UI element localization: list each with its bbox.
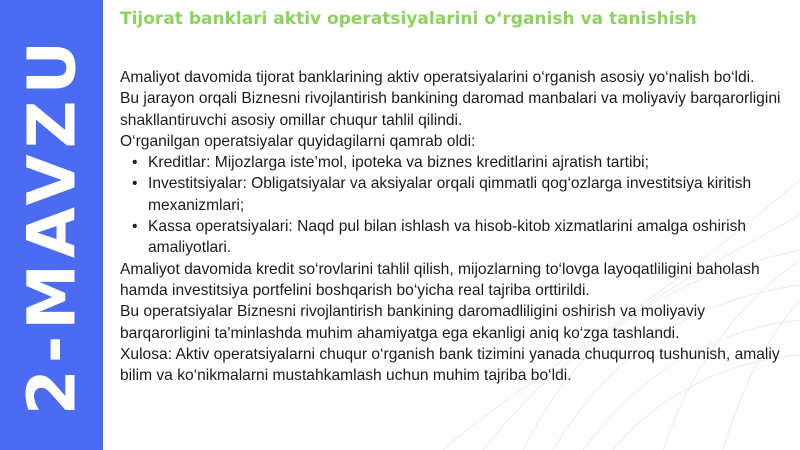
main-content bbox=[120, 0, 788, 450]
list-item: • Kassa operatsiyalari: Naqd pul bilan ishlash va hisob-kitob xizmatlarini amalga oshirish amaliyotlari. bbox=[120, 216, 788, 259]
topic-label: 2-MAVZU bbox=[13, 34, 91, 416]
paragraph: Amaliyot davomida kredit so‘rovlarini tahlil qilish, mijozlarning to‘lovga layoqatliligini baholash hamda investitsiya portfelini boshqarish bo‘yicha real tajriba orttirildi. bbox=[120, 260, 760, 299]
paragraph: Amaliyot davomida tijorat banklarining aktiv operatsiyalarini o‘rganish asosiy yo‘nalish bo‘ldi. bbox=[120, 69, 755, 86]
list-item: • Investitsiyalar: Obligatsiyalar va aksiyalar orqali qimmatli qog‘ozlarga investitsiya kiritish mexanizmlari; bbox=[120, 173, 788, 216]
conclusion-paragraph: Xulosa: Aktiv operatsiyalarni chuqur o‘rganish bank tizimini yanada chuqurroq tushunish, amaliy bilim va ko‘nikmalarni mustahkamlash uchun muhim tajriba bo‘ldi. bbox=[120, 345, 780, 385]
body-text bbox=[120, 67, 788, 386]
paragraph: Bu jarayon orqali Biznesni rivojlantirish bankining daromad manbalari va moliyaviy barqarorligini shakllantiruvchi asosiy omillar chuqur tahlil qilindi. bbox=[120, 90, 781, 129]
paragraph: Bu operatsiyalar Biznesni rivojlantirish bankining daromadliligini oshirish va moliyaviy barqarorligini ta'minlashda muhim ahamiyatga ega ekanligi aniq ko‘zga tashlandi. bbox=[120, 303, 706, 342]
list-item: • Kreditlar: Mijozlarga iste’mol, ipoteka va biznes kreditlarini ajratish tartibi; bbox=[120, 152, 788, 173]
paragraph: O‘rganilgan operatsiyalar quyidagilarni qamrab oldi: bbox=[120, 132, 476, 150]
page-title: Tijorat banklari aktiv operatsiyalarini o‘rganish va tanishish bbox=[120, 9, 697, 29]
operations-list bbox=[120, 152, 788, 258]
sidebar-panel bbox=[0, 0, 103, 450]
